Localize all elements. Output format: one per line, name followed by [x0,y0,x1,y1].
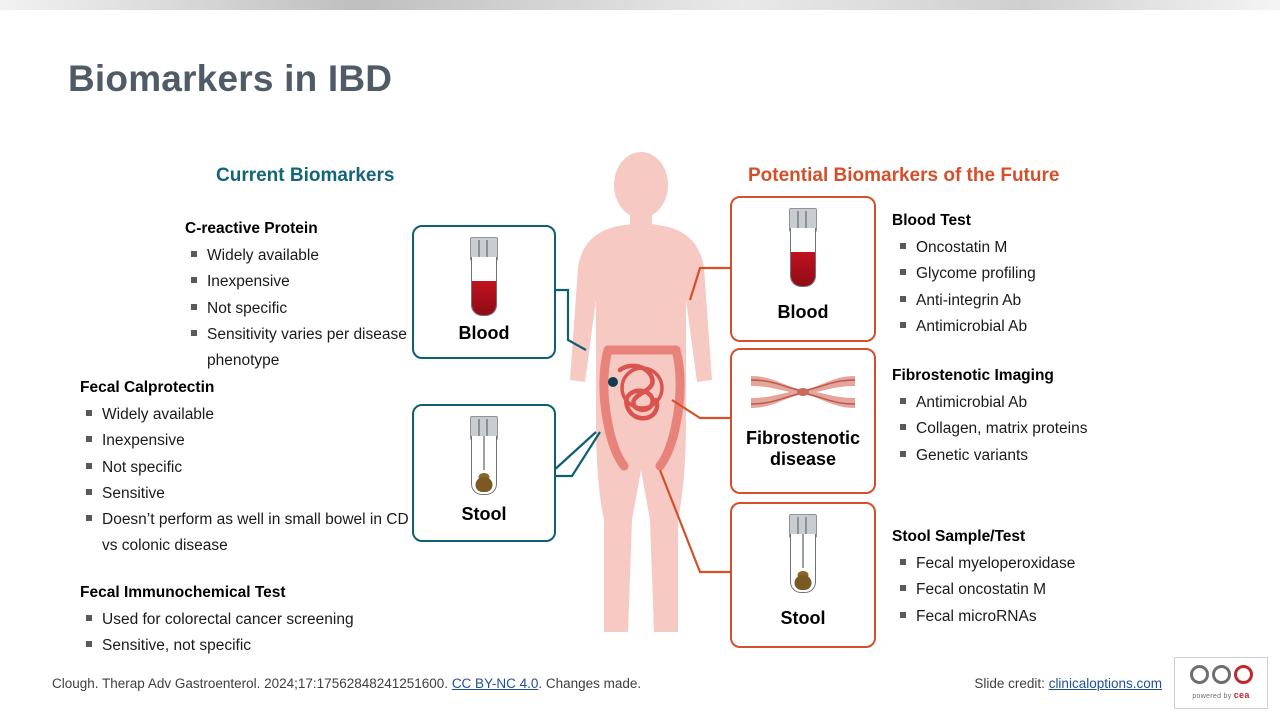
box-current-blood [412,225,556,359]
citation-suffix: . Changes made. [538,676,642,691]
left-column-heading: Current Biomarkers [216,165,395,186]
fibrostenotic-imaging-icon [749,364,857,420]
list-item: Glycome profiling [892,261,1222,287]
stool-tube-icon [464,416,504,498]
logo-powered-by [1175,690,1267,700]
page-title: Biomarkers in IBD [68,58,393,99]
intestine-illustration [604,350,680,466]
box-future-stool-label: Stool [780,608,826,628]
box-current-blood-label: Blood [458,323,510,343]
box-future-blood-label: Blood [777,302,829,322]
list-item: Antimicrobial Ab [892,390,1222,416]
logo-circle-c1 [1190,665,1209,684]
list-item: Fecal microRNAs [892,604,1222,630]
right-block-stool-heading: Stool Sample/Test [892,528,1026,545]
list-item: Sensitivity varies per disease phenotype [185,322,415,374]
logo-circle-o [1234,665,1253,684]
left-block-calprotectin [80,375,410,559]
list-item: Not specific [185,296,415,322]
left-block-calprotectin-heading: Fecal Calprotectin [80,379,215,396]
left-block-fit-heading: Fecal Immunochemical Test [80,584,286,601]
blood-tube-icon [464,237,504,319]
right-block-stool-list [892,551,1222,630]
left-block-fit [80,580,440,660]
box-future-fibrostenotic [730,348,876,494]
list-item: Doesn’t perform as well in small bowel in CD vs colonic disease [80,507,410,559]
clinicaloptions-link[interactable]: clinicaloptions.com [1048,676,1162,691]
right-block-fibrostenotic-heading: Fibrostenotic Imaging [892,367,1054,384]
box-future-blood [730,196,876,342]
list-item: Used for colorectal cancer screening [80,607,440,633]
right-column-heading: Potential Biomarkers of the Future [748,165,1060,186]
logo-brand: cea [1233,690,1250,700]
left-block-calprotectin-list [80,402,410,559]
blood-tube-icon [783,208,823,290]
stool-tube-icon [783,514,823,596]
box-current-stool-label: Stool [461,504,507,524]
cco-logo [1174,657,1268,709]
list-item: Inexpensive [80,428,410,454]
left-block-crp-list [185,243,415,374]
right-block-blood-test-list [892,235,1222,340]
slide-credit [974,676,1162,691]
list-item: Collagen, matrix proteins [892,416,1222,442]
box-future-fibrostenotic-label: Fibrostenotic disease [745,428,860,470]
box-current-stool [412,404,556,542]
logo-powered-label: powered by [1192,693,1234,700]
list-item: Sensitive [80,481,410,507]
list-item: Oncostatin M [892,235,1222,261]
list-item: Anti-integrin Ab [892,288,1222,314]
list-item: Inexpensive [185,269,415,295]
human-body-figure [570,152,712,632]
box-future-stool [730,502,876,648]
right-block-blood-test [892,208,1222,340]
right-block-blood-test-heading: Blood Test [892,212,971,229]
right-block-fibrostenotic-imaging [892,363,1222,469]
list-item: Fecal myeloperoxidase [892,551,1222,577]
left-block-crp-heading: C-reactive Protein [185,220,318,237]
list-item: Widely available [80,402,410,428]
list-item: Widely available [185,243,415,269]
left-block-fit-list [80,607,440,659]
list-item: Fecal oncostatin M [892,577,1222,603]
list-item: Sensitive, not specific [80,633,440,659]
right-block-fibrostenotic-list [892,390,1222,469]
citation-text: Clough. Therap Adv Gastroenterol. 2024;17:17562848241251600. [52,676,452,691]
logo-circle-c2 [1212,665,1231,684]
citation [52,676,641,691]
license-link[interactable]: CC BY-NC 4.0 [451,676,539,691]
slide-credit-label: Slide credit: [974,676,1049,691]
list-item: Not specific [80,455,410,481]
list-item: Antimicrobial Ab [892,314,1222,340]
right-block-stool-sample [892,524,1222,630]
left-block-crp [185,216,415,374]
list-item: Genetic variants [892,443,1222,469]
top-gradient-bar [0,0,1280,10]
